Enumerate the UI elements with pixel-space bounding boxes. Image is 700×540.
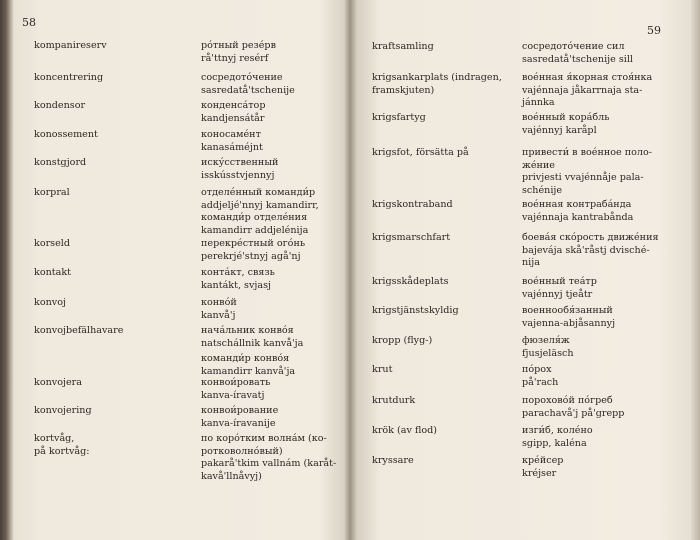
- swedish-term-line: korseld: [34, 238, 70, 249]
- swedish-term: [34, 433, 209, 458]
- russian-translation: [201, 72, 343, 97]
- translation-line: kavå'llnåvyj): [201, 470, 262, 482]
- translation-line: изги́б, коле́но: [522, 425, 593, 436]
- swedish-term: [372, 199, 520, 212]
- translation-line: natschállnik kanvå'ja: [201, 337, 304, 349]
- translation-line: kanasáméjnt: [201, 141, 263, 153]
- swedish-term: [372, 232, 520, 245]
- translation-line: nija: [522, 257, 540, 269]
- translation-line: сосредото́чение: [201, 72, 283, 83]
- translation-line: коносаме́нт: [201, 129, 261, 140]
- swedish-term: [34, 377, 209, 390]
- swedish-term-line: krigsfot, försätta på: [372, 147, 469, 158]
- translation-line: på'rach: [522, 376, 559, 388]
- swedish-term-line: på kortvåg:: [34, 445, 90, 457]
- translation-line: bajevája skå'råstj dvisché-: [522, 244, 650, 256]
- left-page: [14, 0, 344, 540]
- swedish-term: [372, 112, 520, 125]
- translation-line: по́рох: [522, 364, 552, 375]
- russian-translation: [522, 232, 682, 270]
- swedish-term: [34, 297, 209, 310]
- swedish-term: [372, 335, 520, 348]
- translation-line: конво́й: [201, 297, 237, 308]
- translation-line: perekrjé'stnyj agå'nj: [201, 250, 301, 262]
- russian-translation: [522, 364, 682, 389]
- translation-line: isskússtvjennyj: [201, 169, 275, 181]
- translation-line: конвои́ровать: [201, 377, 271, 388]
- swedish-term: [34, 187, 209, 200]
- swedish-term: [372, 41, 520, 54]
- swedish-term-line: krut: [372, 364, 393, 375]
- swedish-term: [372, 147, 520, 160]
- swedish-term-line: kryssare: [372, 455, 414, 466]
- translation-line: иску́сственный: [201, 157, 279, 168]
- swedish-term-line: konvoj: [34, 297, 66, 308]
- swedish-term: [34, 238, 209, 251]
- russian-translation: [201, 267, 343, 292]
- russian-translation: [522, 199, 682, 224]
- russian-translation: [201, 238, 343, 263]
- translation-line: sgipp, kaléna: [522, 437, 587, 449]
- translation-line: kandjensátår: [201, 112, 265, 124]
- swedish-term-line: kondensor: [34, 100, 86, 111]
- translation-line: kamandirr kanvå'ja: [201, 365, 296, 377]
- swedish-term-line: konvojbefälhavare: [34, 325, 124, 336]
- swedish-term-line: krök (av flod): [372, 425, 438, 436]
- translation-line: привести́ в вое́нное поло-: [522, 147, 653, 158]
- translation-line: фюзеля́ж: [522, 335, 570, 346]
- translation-line: вое́нный кора́бль: [522, 112, 610, 123]
- russian-translation: [522, 41, 682, 66]
- translation-line: vajénnyj tjeåtr: [522, 288, 593, 300]
- swedish-term: [372, 364, 520, 377]
- page-number: 58: [22, 16, 36, 29]
- russian-translation: [201, 353, 343, 378]
- translation-line: kréjser: [522, 467, 557, 479]
- swedish-term: [372, 276, 520, 289]
- russian-translation: [522, 395, 682, 420]
- russian-translation: [522, 72, 682, 110]
- russian-translation: [201, 297, 343, 322]
- translation-line: parachavå'j på'grepp: [522, 407, 625, 419]
- swedish-term-line: krigsskådeplats: [372, 276, 449, 287]
- translation-line: kanva-íravanije: [201, 417, 276, 429]
- translation-line: vajénnyj karåpl: [522, 124, 597, 136]
- swedish-term-line: kropp (flyg-): [372, 335, 433, 346]
- translation-line: vajénnaja jåkarrnaja sta-: [522, 84, 643, 96]
- translation-line: вое́нная я́корная стоя́нка: [522, 72, 653, 83]
- translation-line: rå'ttnyj resérf: [201, 52, 269, 64]
- translation-line: боева́я ско́рость движе́ния: [522, 232, 659, 243]
- swedish-term: [372, 455, 520, 468]
- translation-line: по коро́тким волна́м (ко-: [201, 433, 327, 444]
- translation-line: конта́кт, связь: [201, 267, 275, 278]
- russian-translation: [201, 377, 343, 402]
- translation-line: schénije: [522, 184, 563, 196]
- translation-line: jánnka: [522, 97, 555, 109]
- russian-translation: [522, 305, 682, 330]
- right-page: [357, 0, 690, 540]
- translation-line: addjeljé'nnyj kamandirr,: [201, 199, 319, 211]
- swedish-term: [34, 157, 209, 170]
- swedish-term-line: kraftsamling: [372, 41, 434, 52]
- translation-line: сосредото́чение сил: [522, 41, 625, 52]
- translation-line: команди́р отделе́ния: [201, 212, 308, 224]
- translation-line: отделе́нный команди́р: [201, 187, 316, 198]
- translation-line: вое́нный теа́тр: [522, 276, 597, 287]
- swedish-term-line: konvojering: [34, 405, 92, 416]
- swedish-term-line: krigsmarschfart: [372, 232, 451, 243]
- translation-line: sasredatå'tschenije sill: [522, 53, 633, 65]
- translation-line: команди́р конво́я: [201, 353, 290, 364]
- russian-translation: [522, 112, 682, 137]
- russian-translation: [201, 187, 343, 237]
- swedish-term: [372, 425, 520, 438]
- translation-line: вое́нная контраба́нда: [522, 199, 632, 210]
- translation-line: kanvå'j: [201, 309, 236, 321]
- swedish-term-line: konvojera: [34, 377, 82, 388]
- russian-translation: [201, 157, 343, 182]
- russian-translation: [201, 129, 343, 154]
- swedish-term: [34, 100, 209, 113]
- translation-line: порохово́й по́греб: [522, 395, 613, 406]
- swedish-term-line: krigskontraband: [372, 199, 453, 210]
- swedish-term-line: krigsfartyg: [372, 112, 426, 123]
- translation-line: privjesti vvajénnåje pala-: [522, 172, 644, 184]
- translation-line: kantákt, svjasj: [201, 279, 271, 291]
- translation-line: же́ние: [522, 159, 555, 171]
- swedish-term: [372, 72, 520, 97]
- translation-line: кре́йсер: [522, 455, 564, 466]
- russian-translation: [201, 405, 343, 430]
- swedish-term-line: konossement: [34, 129, 98, 140]
- swedish-term: [372, 305, 520, 318]
- swedish-term: [34, 40, 209, 53]
- swedish-term-line: krigstjänstskyldig: [372, 305, 459, 316]
- swedish-term-line: kompanireserv: [34, 40, 107, 51]
- swedish-term-line: konstgjord: [34, 157, 87, 168]
- swedish-term: [372, 395, 520, 408]
- swedish-term-line: kortvåg,: [34, 433, 75, 444]
- russian-translation: [522, 147, 682, 197]
- translation-line: конденса́тор: [201, 100, 266, 111]
- translation-line: ротковолно́вый): [201, 445, 283, 457]
- swedish-term-line: krigsankarplats (indragen,: [372, 72, 502, 83]
- swedish-term-line: koncentrering: [34, 72, 104, 83]
- swedish-term-line: korpral: [34, 187, 70, 198]
- swedish-term: [34, 129, 209, 142]
- swedish-term-line: kontakt: [34, 267, 72, 278]
- swedish-term: [34, 72, 209, 85]
- translation-line: kanva-íravatj: [201, 389, 265, 401]
- swedish-term-line: krutdurk: [372, 395, 416, 406]
- russian-translation: [201, 325, 343, 350]
- russian-translation: [201, 100, 343, 125]
- translation-line: sasredatå'tschenije: [201, 84, 295, 96]
- translation-line: vajénnaja kantrabånda: [522, 211, 634, 223]
- translation-line: fjusjeläsch: [522, 347, 574, 359]
- russian-translation: [522, 425, 682, 450]
- russian-translation: [201, 433, 343, 483]
- translation-line: vajenna-abjåsannyj: [522, 317, 616, 329]
- swedish-term: [34, 405, 209, 418]
- swedish-term: [34, 267, 209, 280]
- page-number: 59: [647, 24, 661, 37]
- russian-translation: [201, 40, 343, 65]
- translation-line: военнообя́занный: [522, 305, 613, 316]
- russian-translation: [522, 276, 682, 301]
- swedish-term-line: framskjuten): [372, 84, 435, 96]
- translation-line: kamandirr addjelénija: [201, 224, 309, 236]
- translation-line: нача́льник конво́я: [201, 325, 294, 336]
- translation-line: перекре́стный ого́нь: [201, 238, 306, 249]
- russian-translation: [522, 455, 682, 480]
- russian-translation: [522, 335, 682, 360]
- translation-line: конвои́рование: [201, 405, 279, 416]
- swedish-term: [34, 325, 209, 338]
- translation-line: ро́тный резе́рв: [201, 40, 276, 51]
- translation-line: pakarå'tkim vallnám (karåt-: [201, 458, 337, 470]
